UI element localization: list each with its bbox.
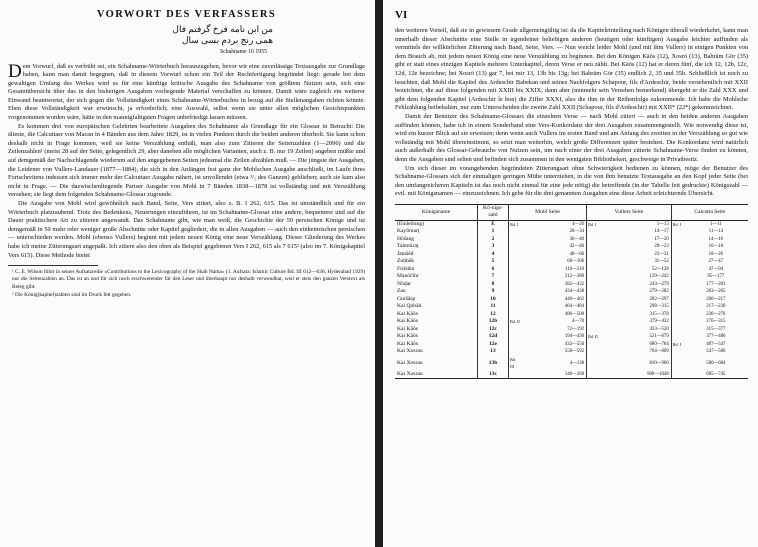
table-row (395, 258, 748, 266)
drop-cap: D (8, 60, 22, 82)
cell-vullers-pages: 521—679 (649, 334, 669, 340)
cell-vullers-volume (587, 266, 600, 274)
cell-vullers-pages: 1—13 (656, 221, 669, 227)
cell-calcutta-volume (671, 348, 684, 356)
paragraph-1 (8, 60, 365, 123)
cell-mohl-pages: 4—138 (569, 360, 585, 366)
cell-king-number: 11 (478, 303, 509, 311)
cell-king-name: Kayōmarṯ (397, 228, 420, 235)
cell-vullers-pages: 433—520 (649, 326, 669, 332)
cell-mohl-pages: 68—106 (567, 259, 585, 265)
cell-king-name: Kai Qobād (397, 303, 422, 310)
cell-mohl-volume (509, 371, 522, 379)
table-row (395, 371, 748, 379)
cell-mohl-pages: 432—550 (564, 341, 585, 347)
cell-vullers-volume (587, 228, 600, 236)
cell-king-number: 1 (478, 228, 509, 236)
arabic-epigraph-line-2: همی رنج بردم بسی سال (181, 35, 273, 46)
footnote-1: ¹ C. E. Wilson führt in seiner Aufsatzreihe »Contributions to the Lexicography of the Shah Nama« (1. Aufsatz: Islamic Culture Bd. III 612—636, Hyderabad 1929) nur die Seitenzahlen an. Das ist an und für sich noch erschwerender für den Leser und überhaupt nur deshalb verwendbar, weil er stets den ganzen Verstext als Beleg gibt. (12, 269, 365, 290)
cell-calcutta-pages: 203—205 (706, 289, 726, 295)
table-row (395, 273, 748, 281)
cell-mohl-pages: 464—484 (564, 304, 585, 310)
cell-mohl-pages: 36—40 (569, 236, 585, 242)
paragraph-2: Es kommen drei von europäischen Gelehrten bearbeitete Ausgaben des Schahname als Grundlage für ein Glossar in Betracht: Die älteste, die Calcuttaer von Macan in 4 Bänden aus dem Jahre 1829, ist in vielen Punkten durch die beiden anderen überholt. Sie kann schon deshalb nicht in Frage kommen, weil sie keine Verszählung enthält, man also zum Zitieren die Seitenzahlen (1—2096) und die Zeilenzahlen¹ (meist 28 auf der Seite, gelegentlich 29, aber daneben alle möglichen Varianten, auch z. B. nur 19 Zeilen) angeben müßte und auf demgemäß der Nachschlagende wiederum auf den angegebenen Seiten jedesmal die Zeilen abzählen muß. — Die jüngste der Ausgaben, die Leidener von Vullers-Landauer (1877—1884), die sich in den Anfängen fest ganz der Mohlschen Ausgabe anschließt, im Laufe ihres Fortschreitens indessen sich immer mehr der Calcuttaer Ausgabe nähert, ist unvollendet (etwa ³/₅ des Ganzen) geblieben; auch sie kam also nicht in Frage. — Die dazwischenliegende Pariser Ausgabe von Mohl in 7 Bänden 1838—1878 ist vollständig und mit Verszählung versehen; sie liegt dem folgenden Schahname-Glossar zugrunde. (8, 122, 365, 199)
cell-vullers-volume (587, 371, 600, 379)
cell-mohl-pages: 4—70 (572, 319, 585, 325)
cell-calcutta-volume (671, 333, 684, 341)
cell-mohl-volume (509, 258, 522, 266)
cell-calcutta-volume (671, 281, 684, 289)
epigraph-source: Schahname 16 1955 (219, 48, 267, 55)
right-page (383, 0, 758, 547)
paragraph-5: Damit der Benutzer des Schahname-Glossars die einzelnen Verse — nach Mohl zitiert — auch in den beiden anderen Ausgaben auffinden können, habe ich in einem Sonderband eine Vers-Konkordanz der drei Ausgaben zusammengestellt. Wie notwendig diese ist, wird ein kurzer Blick auf sie erweisen; denn wenn auch Vullers im ersten Band und am Anfang des zweiten in der Verszählung so gut wie vollständig mit Mohl übereinstimmt, so setzt man weiterhin, welch große Differenzen später bestehen. Die Konkordanz wird natürlich auch außerhalb des Glossar-Gebrauchs von Nutzen sein, um nach einer der drei Ausgaben zitierte Schahname-Verse finden zu können, denn die Ausgaben sind selten und befinden sich zusammen in den wenigsten Bibliotheken, geschweige in Privatbesitz. (395, 112, 748, 163)
cell-calcutta-pages: 95—177 (707, 274, 725, 280)
paragraph-1-text: em Vorwurf, daß es verfrüht sei, ein Schahname-Wörterbuch herauszugeben, bevor wir eine zuverlässige Textausgabe zur Grundlage haben, kann man damit begegnen, daß in diesem Vorwurf schon ein Teil der Rechtfertigung begründet liegt: gerade bei dem gewaltigen Umfang des Werkes wird es für eine künftige kritische Ausgabe des Schahname von größtem Nutzen sein, sich eine Gesamtübersicht über das in den bisherigen Ausgaben vorliegende Material verschaffen zu können. Damit wäre zugleich ein weiterer Einwand beantwortet, der sich gegen die Vollständigkeit eines Schahname-Wörterbuches in bezug auf die Stellenangaben richten könnte. Eben diese Vollständigkeit war erwünscht, ja erforderlich; eine Auswahl, selbst wenn sie unter allen möglichen Gesichtspunkten vorgenommen worden wäre, hätte in den mannigfaltigsten Fragen unbefriedigt lassen müssen. (8, 62, 365, 122)
cell-mohl-volume: Bd. I (509, 220, 522, 228)
cell-king-number: 2 (478, 236, 509, 244)
header-name: Königsname (395, 204, 478, 220)
cell-king-number: 6 (478, 266, 509, 274)
cell-calcutta-volume (671, 228, 684, 236)
cell-vullers-pages: 279—282 (649, 289, 669, 295)
cell-vullers-volume (587, 356, 600, 371)
cell-calcutta-volume (671, 288, 684, 296)
table-row (395, 333, 748, 341)
cell-mohl-volume (509, 311, 522, 319)
cell-mohl-pages: 382—432 (564, 281, 585, 287)
cell-mohl-pages: 194—430 (564, 334, 585, 340)
cell-vullers-volume (587, 288, 600, 296)
cell-calcutta-pages: 11—14 (708, 229, 723, 235)
cell-calcutta-pages: 685—745 (684, 371, 748, 379)
cell-vullers-pages: 17—20 (654, 236, 669, 242)
cell-king-number: 8 (478, 281, 509, 289)
cell-vullers-volume (587, 296, 600, 304)
cell-king-name: (Einleitung) (397, 220, 425, 227)
cell-calcutta-pages: 206—217 (706, 296, 726, 302)
footnote-rule (8, 265, 98, 266)
table-row (395, 296, 748, 304)
cell-king-name: Jamšēd (397, 250, 414, 257)
cell-calcutta-pages: 1—11 (709, 221, 722, 227)
cell-calcutta-pages: 315—377 (706, 326, 726, 332)
cell-vullers-pages: 129—242 (649, 274, 669, 280)
paragraph-3: Die Ausgabe von Mohl wird gewöhnlich nach Band, Seite, Vers zitiert, also z. B. I 262, 615. Das ist umständlich und für ein Wörterbuch platzraubend. Trotz des Bedenkens, Neuerungen einzuführen, ist im Schahname-Glossar eine andere, bequemere und auf die Dauer praktischere Art zu zitieren angewandt. Das Schahname gibt, wie man weiß, die Geschichte der 50 persischen Könige und ist demgemäß in 50 mehr oder weniger große Abschnitte oder Kapitel gegliedert, die in allen Ausgaben — auch den einheimischen persischen — unterschieden werden. Mohl (ebenso Vullers) beginnt mit jedem neuen König eine neue Verszählung. Dieser Gliederung des Werkes habe ich meine Zitierungsart angepaßt. Ich zitiere also den oben als Beispiel gegebenen Vers I 262, 615 als 7 615² (also im 7. Königskapitel Vers 615). Diese Methode bietet (8, 200, 365, 259)
cell-mohl-pages: 48—66 (569, 251, 585, 257)
cell-vullers-volume (587, 258, 600, 266)
footnote-2: ² Die König(kapitel)zahlen sind im Druck fett gegeben. (12, 291, 132, 298)
table-row (395, 356, 748, 371)
cell-vullers-pages: 20—23 (654, 244, 669, 250)
cell-king-name: Tahmūraṯ (397, 243, 419, 250)
cell-vullers-volume (587, 236, 600, 244)
cell-calcutta-volume (671, 371, 684, 379)
cell-calcutta-pages: 547—580 (706, 349, 726, 355)
book-gutter (375, 0, 383, 547)
cell-mohl-pages: 42—46 (569, 244, 585, 250)
cell-mohl-volume: Bd. III (509, 356, 522, 371)
cell-mohl-volume (509, 333, 522, 341)
cell-calcutta-pages: 487—547 (706, 341, 726, 347)
cell-king-number: 12d (478, 333, 509, 341)
page-number: VI (395, 9, 408, 21)
cell-calcutta-volume (671, 266, 684, 274)
cell-mohl-pages: 558—592 (564, 349, 585, 355)
cell-mohl-volume (509, 281, 522, 289)
cell-king-number: 12b (478, 318, 509, 326)
cell-vullers-pages: 31—52 (654, 259, 669, 265)
cell-calcutta-pages: 47—94 (708, 266, 724, 272)
cell-calcutta-volume (671, 356, 684, 371)
cell-vullers-volume (587, 326, 600, 334)
cell-calcutta-pages: 276—315 (706, 319, 726, 325)
cell-vullers-pages: 315—378 (649, 311, 669, 317)
cell-king-number: 13b (478, 356, 509, 371)
cell-vullers-volume (587, 348, 600, 356)
cell-mohl-pages: 28—34 (569, 229, 585, 235)
paragraph-4: den weiteren Vorteil, daß sie in gewissem Grade allgemeingültig ist: da die Kapiteleinteilung nach Königen überall wiederkehrt, kann man innerhalb dieser Abschnitte eine Stelle in irgendeiner beliebigen anderen (heutigen oder künftigen) Ausgabe leichter auffinden als vermittels der willkürlichen Zitierung nach Band, Seite, Vers. — Nun weicht leider Mohl (und mit ihm Vullers) in einigen Punkten von dem Brauch ab, mit jedem neuen König eine neue Verszählung zu beginnen. Bei den Königen Kāōs (12), Xosrō (13), Bahrām Gōr (35) gibt er statt eines einzigen Kapitels mehrere Unterkapitel, deren Verse er neu zählt. Bei Kāōs (12) hat er deren fünf, die ich 12, 12b, 12c, 12d, 12e bezeichne; bei Xosrō (13) gar 7, bei mir 13, 13b bis 13g; bei Bahrām Gōr (35) endlich 2, 35 und 35b. Schließlich ist noch zu beachten, daß Mohl die Kapitel des Ardeschir Babekan und seines Nachfolgers Schapour, fils d'Ardeschir, beide versehentlich mit XXII bezeichnet, die auf diese folgenden mit XXIII bis XXIX; dann aber (nunmehr sein Versehen bemerkend) übergeht er die Zahl XXX und gibt dem folgenden Kapitel (Ardeschir le bon) die Ziffer XXXI, also die ihm in der Reihenfolge zukommende. Ich habe die Mohlsche Fehlzählung beibehalten, nur zum Unterscheiden die zweite Zahl XXII (Schapour, fils d'Ardeschir) mit XXII* (22*) gekennzeichnet. (395, 27, 748, 112)
cell-vullers-volume: Bd. I (587, 220, 600, 228)
cell-calcutta-volume (671, 243, 684, 251)
table-row (395, 303, 748, 311)
table-row (395, 266, 748, 274)
cell-king-number: 3 (478, 243, 509, 251)
header-mohl: Mohl Seite (509, 204, 587, 220)
cell-vullers-volume (587, 273, 600, 281)
cell-vullers-pages: 23—31 (654, 251, 669, 257)
cell-calcutta-volume (671, 251, 684, 259)
cell-calcutta-pages: 580—684 (706, 360, 726, 366)
table-body (395, 220, 748, 379)
cell-mohl-volume (509, 326, 522, 334)
cell-calcutta-pages: 16—18 (708, 244, 724, 250)
cell-vullers-pages: 379—432 (649, 319, 669, 325)
cell-calcutta-pages: 177—203 (706, 281, 726, 287)
header-vullers: Vullers Seite (587, 204, 672, 220)
cell-king-name: Hōšang (397, 235, 415, 242)
cell-king-number: 10 (478, 296, 509, 304)
cell-mohl-pages: 212—380 (564, 274, 585, 280)
cell-vullers-volume (587, 303, 600, 311)
table-row (395, 311, 748, 319)
cell-calcutta-pages: 14—16 (708, 236, 724, 242)
table-row (395, 236, 748, 244)
cell-king-number: 13c (478, 371, 509, 379)
table-row (395, 326, 748, 334)
cell-mohl-volume (509, 288, 522, 296)
table-row (395, 288, 748, 296)
cell-king-name: Zau (397, 288, 406, 295)
paragraph-6: Um sich dieser im vorangehenden begründeten Zitierungsart ohne Schwierigkeit bedienen zu können, möge der Benutzer des Schahname-Glossars sich der einmaligen geringen Mühe unterziehen, in die von ihm benutzte Textausgabe an den Kopf jeder Seite (bei den umfangreicheren Kapiteln ist das noch nicht einmal für eine jede nötig) die betreffende (in der Tabelle fett gedruckte) Königszahl — evtl. mit Königsnamen — einzuzeichnen. Ich gebe für die drei genannten Ausgaben eine diese Arbeit erleichternde Übersicht. (395, 164, 748, 198)
table-row (395, 341, 748, 349)
cell-king-name: Kai Kāōs (397, 325, 418, 332)
header-calcutta: Calcutta Seite (671, 204, 748, 220)
cell-king-number: 12c (478, 326, 509, 334)
cell-mohl-pages: 486—508 (564, 311, 585, 317)
cell-calcutta-pages: 18—26 (708, 251, 724, 257)
cell-king-name: Kai Kāōs (397, 318, 418, 325)
table-row (395, 243, 748, 251)
cell-king-name: Kai Kāōs (397, 340, 418, 347)
cell-mohl-volume (509, 303, 522, 311)
arabic-epigraph-line-1: من ابن نامه فرخ گرفتم فال (172, 24, 273, 34)
cell-mohl-volume (509, 243, 522, 251)
cell-king-name: Kai Xosrau (397, 348, 423, 355)
header-num: Kö-nigs-zahl (478, 204, 509, 220)
cell-mohl-volume: Bd. II (510, 319, 520, 325)
cell-vullers-pages: 14—17 (654, 229, 669, 235)
cell-mohl-volume (509, 251, 522, 259)
cell-king-number: 13 (478, 348, 509, 356)
cell-mohl-volume (509, 341, 522, 349)
cell-vullers-volume: Bd. II (588, 334, 598, 340)
concordance-table (395, 204, 748, 380)
cell-vullers-pages: 900—1048 (599, 371, 671, 379)
cell-mohl-volume (509, 266, 522, 274)
cell-calcutta-volume (671, 296, 684, 304)
table-row (395, 251, 748, 259)
cell-mohl-volume (509, 348, 522, 356)
cell-king-name: Kai Xosrau (395, 371, 478, 379)
cell-king-name: Kai Kāōs (397, 333, 418, 340)
cell-mohl-volume (509, 296, 522, 304)
cell-vullers-pages: 298—315 (649, 304, 669, 310)
cell-vullers-pages: 810—900 (649, 360, 669, 366)
cell-vullers-pages: 52—128 (651, 266, 669, 272)
table-row (395, 348, 748, 356)
cell-calcutta-volume (671, 236, 684, 244)
cell-calcutta-volume: Bd. I (671, 220, 684, 228)
cell-vullers-pages: 243—279 (649, 281, 669, 287)
cell-king-name: Firēdūn (397, 265, 415, 272)
cell-calcutta-volume (671, 318, 684, 326)
cell-vullers-volume (587, 243, 600, 251)
cell-mohl-pages: 110—210 (565, 266, 585, 272)
cell-king-name: Kai Xosrau (397, 359, 423, 366)
cell-king-number: E (478, 220, 509, 228)
cell-mohl-pages: 72—192 (567, 326, 585, 332)
cell-calcutta-volume (671, 273, 684, 281)
cell-mohl-pages: 140—268 (521, 371, 587, 379)
cell-calcutta-volume: Bd. I (671, 341, 684, 349)
left-page (0, 0, 375, 547)
table-row (395, 228, 748, 236)
cell-king-number: 7 (478, 273, 509, 281)
cell-vullers-pages: 764—809 (649, 349, 669, 355)
cell-vullers-pages: 680—764 (649, 341, 669, 347)
cell-king-name: Guršāsp (397, 295, 416, 302)
cell-king-number: 12 (478, 311, 509, 319)
cell-king-name: Nōḏar (397, 280, 411, 287)
cell-mohl-volume (509, 273, 522, 281)
cell-mohl-volume (509, 236, 522, 244)
cell-vullers-volume (587, 318, 600, 326)
cell-calcutta-pages: 27—47 (708, 259, 724, 265)
cell-king-name: Ẓuḥḥāk (397, 258, 415, 265)
cell-calcutta-pages: 377—486 (706, 334, 726, 340)
cell-vullers-volume (587, 251, 600, 259)
cell-king-number: 4 (478, 251, 509, 259)
cell-vullers-pages: 282—297 (649, 296, 669, 302)
cell-king-name: Kai Kāōs (397, 310, 418, 317)
cell-calcutta-volume (671, 303, 684, 311)
table-row (395, 318, 748, 326)
cell-vullers-volume (587, 281, 600, 289)
cell-king-number: 12e (478, 341, 509, 349)
cell-mohl-pages: 440—462 (564, 296, 585, 302)
cell-calcutta-volume (671, 326, 684, 334)
cell-king-name: Manōčihr (397, 273, 419, 280)
cell-vullers-volume (587, 311, 600, 319)
table-header-row (395, 204, 748, 220)
cell-calcutta-pages: 217—230 (706, 304, 726, 310)
table-row (395, 281, 748, 289)
page-title: VORWORT DES VERFASSERS (96, 9, 277, 20)
cell-calcutta-volume (671, 311, 684, 319)
cell-vullers-volume (587, 341, 600, 349)
cell-king-number: 9 (478, 288, 509, 296)
cell-mohl-pages: 434—438 (564, 289, 585, 295)
cell-calcutta-volume (671, 258, 684, 266)
table-row (395, 220, 748, 228)
cell-mohl-volume (509, 228, 522, 236)
cell-king-number: 5 (478, 258, 509, 266)
cell-calcutta-pages: 230—276 (706, 311, 726, 317)
cell-mohl-pages: 4—26 (572, 221, 585, 227)
